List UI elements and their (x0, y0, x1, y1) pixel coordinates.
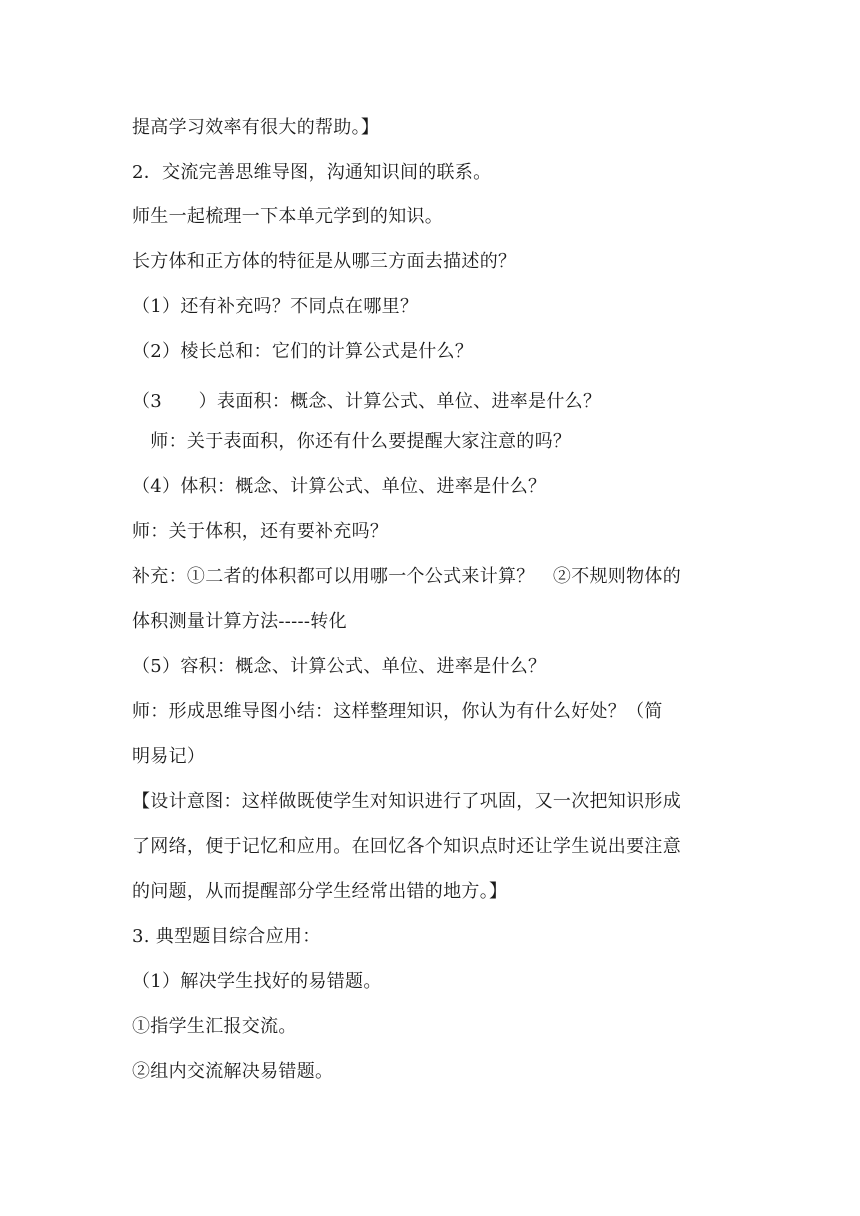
text-line: 师：关于体积，还有要补充吗？ (132, 521, 389, 542)
section-heading: 3. 典型题目综合应用： (132, 926, 321, 947)
text-line: 明易记） (132, 746, 206, 767)
text-line: 师：形成思维导图小结：这样整理知识，你认为有什么好处？（简 (132, 701, 663, 722)
text-line: 提高学习效率有很大的帮助。】 (132, 117, 380, 138)
text-line: （2）棱长总和：它们的计算公式是什么？ (132, 341, 474, 362)
text-line: 体积测量计算方法-----转化 (132, 611, 347, 632)
text-line: 师生一起梳理一下本单元学到的知识。 (132, 206, 444, 227)
design-intent-line: 【设计意图：这样做既使学生对知识进行了巩固，又一次把知识形成 (132, 791, 681, 812)
text-line: ①指学生汇报交流。 (132, 1016, 297, 1037)
text-line: （1）还有补充吗？不同点在哪里？ (132, 296, 419, 317)
text-line: （4）体积：概念、计算公式、单位、进率是什么？ (132, 476, 547, 497)
section-heading: 2．交流完善思维导图，沟通知识间的联系。 (132, 162, 492, 183)
text-line: ②组内交流解决易错题。 (132, 1061, 334, 1082)
text-line: 师：关于表面积，你还有什么要提醒大家注意的吗？ (132, 431, 572, 452)
text-line: （1）解决学生找好的易错题。 (132, 971, 382, 992)
design-intent-line: 的问题，从而提醒部分学生经常出错的地方。】 (132, 881, 508, 902)
text-line: 长方体和正方体的特征是从哪三方面去描述的？ (132, 251, 517, 272)
text-line: （5）容积：概念、计算公式、单位、进率是什么？ (132, 656, 547, 677)
text-line: （3 ）表面积：概念、计算公式、单位、进率是什么？ (132, 391, 602, 412)
text-line: 补充：①二者的体积都可以用哪一个公式来计算？ ②不规则物体的 (132, 566, 681, 587)
design-intent-line: 了网络，便于记忆和应用。在回忆各个知识点时还让学生说出要注意 (132, 836, 681, 857)
